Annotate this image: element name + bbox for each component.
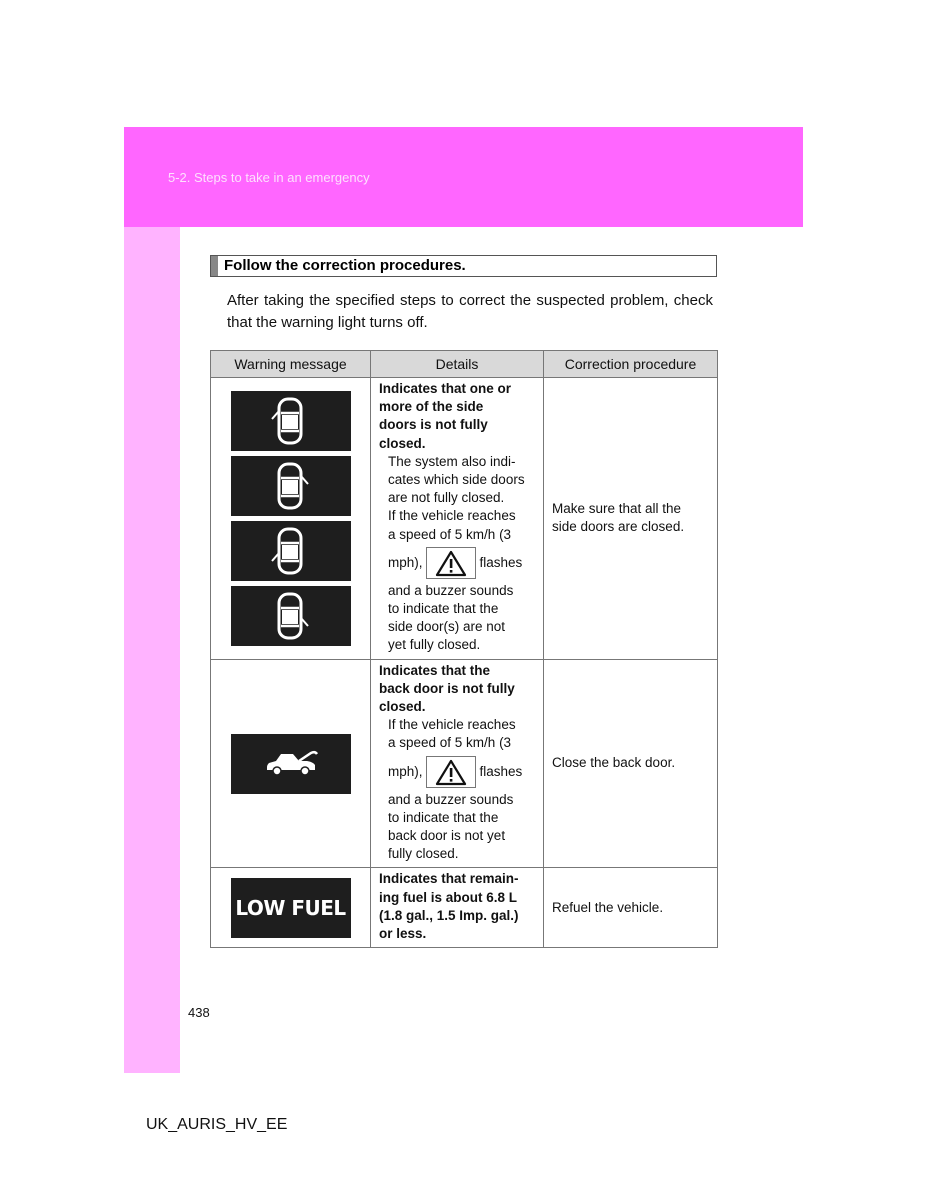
text-line: Indicates that one or [379,381,512,396]
details-cell [371,659,544,868]
details-cell [371,378,544,660]
header-warning-message: Warning message [211,351,371,378]
car-front-right-door-open-icon [231,456,351,516]
text-line: a speed of 5 km/h (3 [388,526,512,542]
text-line: to indicate that the [388,601,499,617]
text-line: The system also indi- [388,453,516,469]
flash-line [388,544,539,582]
correction-cell [544,659,718,868]
text-line: closed. [379,699,426,715]
text-line: Make sure that all the [552,501,682,517]
correction-cell [544,868,718,948]
back-door-open-icon [231,734,351,794]
text-fragment: mph), [388,763,423,779]
text-line: to indicate that the [388,809,499,825]
table-row [211,659,718,868]
text-line: fully closed. [388,846,459,862]
text-line: Indicates that remain- [379,871,519,887]
text-line: Indicates that the [379,662,491,678]
header-correction-procedure: Correction procedure [544,351,718,378]
chapter-side-band [124,227,180,1073]
warning-table [210,350,718,948]
text-fragment: flashes [479,554,523,570]
flash-line [388,753,539,791]
text-line: (1.8 gal., 1.5 Imp. gal.) [379,907,519,923]
text-line: Refuel the vehicle. [552,899,664,915]
text-fragment: mph), [388,554,423,570]
car-front-left-door-open-icon [231,391,351,451]
text-line: side doors are closed. [552,519,685,535]
warning-message-cell [211,378,371,660]
text-fragment: flashes [479,763,523,779]
text-line: back door is not yet [388,828,506,844]
details-lead [379,662,539,717]
details-cell [371,868,544,948]
table-row [211,378,718,660]
text-line: closed. [379,435,426,451]
text-line: Close the back door. [552,755,676,771]
section-heading [210,255,717,277]
text-line: back door is not fully [379,680,515,696]
low-fuel-display-text: LOW FUEL [235,895,346,920]
footer-code: UK_AURIS_HV_EE [146,1116,288,1133]
text-line: ing fuel is about 6.8 L [379,889,518,905]
details-lead [379,870,539,943]
text-line: are not fully closed. [388,490,505,506]
page-number: 438 [188,1005,210,1020]
warning-triangle-icon [426,756,476,788]
section-title: Follow the correction procedures. [224,257,466,274]
low-fuel-icon [231,878,351,938]
text-line: and a buzzer sounds [388,582,514,598]
chapter-header-band [124,127,803,227]
text-line: a speed of 5 km/h (3 [388,735,512,751]
intro-paragraph: After taking the specified steps to correct the suspected problem, check that the warning light turns off. [227,292,713,331]
text-line: cates which side doors [388,472,525,488]
text-line: more of the side [379,399,484,415]
warning-triangle-icon [426,547,476,579]
text-line: side door(s) are not [388,619,506,635]
breadcrumb: 5-2. Steps to take in an emergency [168,170,370,185]
header-details: Details [371,351,544,378]
text-line: doors is not fully [379,417,488,433]
table-header-row [211,351,718,378]
details-body [379,453,539,655]
details-lead [379,380,539,453]
warning-message-cell [211,868,371,948]
car-rear-left-door-open-icon [231,521,351,581]
text-line: If the vehicle reaches [388,717,516,733]
section-marker [211,256,218,276]
text-line: yet fully closed. [388,637,481,653]
warning-message-cell [211,659,371,868]
text-line: or less. [379,926,427,942]
car-rear-right-door-open-icon [231,586,351,646]
table-row [211,868,718,948]
correction-cell [544,378,718,660]
text-line: If the vehicle reaches [388,508,516,524]
details-body [379,716,539,863]
text-line: and a buzzer sounds [388,791,514,807]
